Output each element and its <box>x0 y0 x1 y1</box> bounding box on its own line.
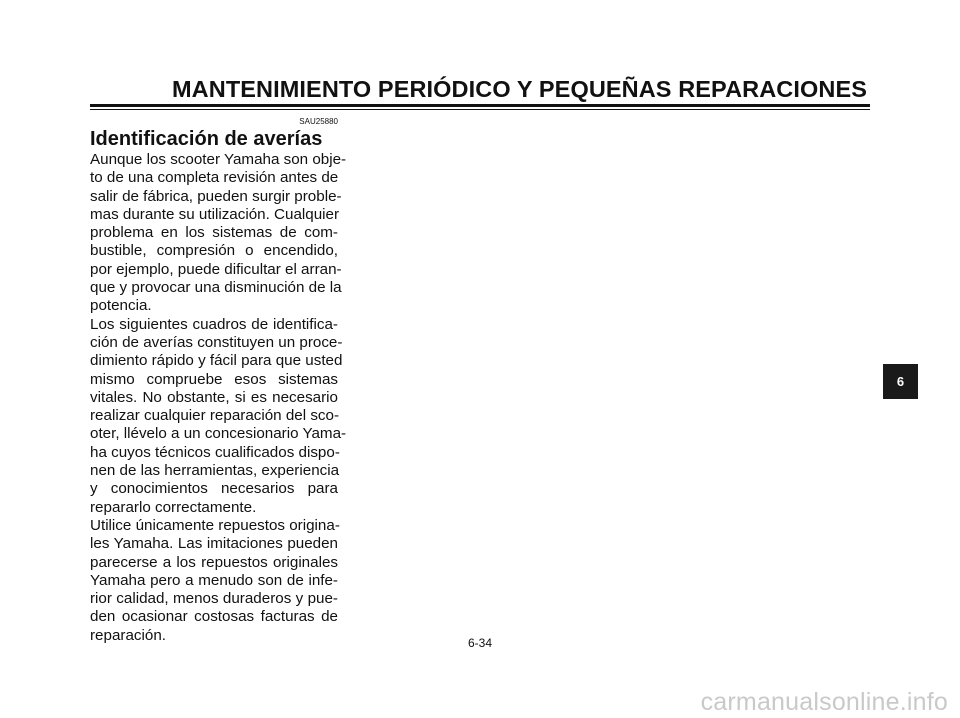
body-text-line: oter, llévelo a un concesionario Yama- <box>90 425 347 443</box>
body-text-line: dimiento rápido y fácil para que usted <box>90 352 343 370</box>
body-text-line: mismo compruebe esos sistemas <box>90 370 338 388</box>
page-number: 6-34 <box>467 636 493 650</box>
body-text-line: por ejemplo, puede dificultar el arran- <box>90 260 342 278</box>
body-text-line: les Yamaha. Las imitaciones pueden <box>90 535 338 553</box>
section-heading: Identificación de averías <box>90 128 323 150</box>
body-text-line: salir de fábrica, pueden surgir proble- <box>90 187 342 205</box>
body-text-line: ha cuyos técnicos cualificados dispo- <box>90 443 340 461</box>
body-text-line: Yamaha pero a menudo son de infe- <box>90 571 338 589</box>
header-rule-thick <box>90 104 870 107</box>
body-text-line: potencia. <box>90 297 152 315</box>
watermark: carmanualsonline.info <box>700 688 948 716</box>
body-text-line: Aunque los scooter Yamaha son obje- <box>90 151 347 168</box>
section-reference-code: SAU25880 <box>299 117 338 126</box>
header-rule-thin <box>90 109 870 110</box>
body-text-line: den ocasionar costosas facturas de <box>90 608 338 626</box>
body-text-line: vitales. No obstante, si es necesario <box>90 388 338 406</box>
body-text-line: ción de averías constituyen un proce- <box>90 333 343 351</box>
body-text-line: repararlo correctamente. <box>90 498 257 516</box>
body-text-line: to de una completa revisión antes de <box>90 169 339 187</box>
body-text-line: que y provocar una disminución de la <box>90 279 342 297</box>
body-text-line: nen de las herramientas, experiencia <box>90 462 340 480</box>
body-text-line: reparación. <box>90 626 166 644</box>
body-text <box>90 151 347 645</box>
body-text-line: parecerse a los repuestos originales <box>90 553 338 571</box>
body-text-line: Utilice únicamente repuestos origina- <box>90 516 340 534</box>
body-text-line: bustible, compresión o encendido, <box>90 242 338 260</box>
body-text-line: Los siguientes cuadros de identifica- <box>90 315 338 333</box>
body-text-line: rior calidad, menos duraderos y pue- <box>90 590 338 608</box>
body-text-line: realizar cualquier reparación del sco- <box>90 407 340 425</box>
body-text-line: problema en los sistemas de com- <box>90 224 338 242</box>
body-text-line: y conocimientos necesarios para <box>90 480 338 498</box>
page-header-title: MANTENIMIENTO PERIÓDICO Y PEQUEÑAS REPARACIONES <box>172 76 868 102</box>
chapter-tab[interactable] <box>883 364 918 399</box>
body-text-line: mas durante su utilización. Cualquier <box>90 205 340 223</box>
chapter-tab-label: 6 <box>896 374 905 389</box>
